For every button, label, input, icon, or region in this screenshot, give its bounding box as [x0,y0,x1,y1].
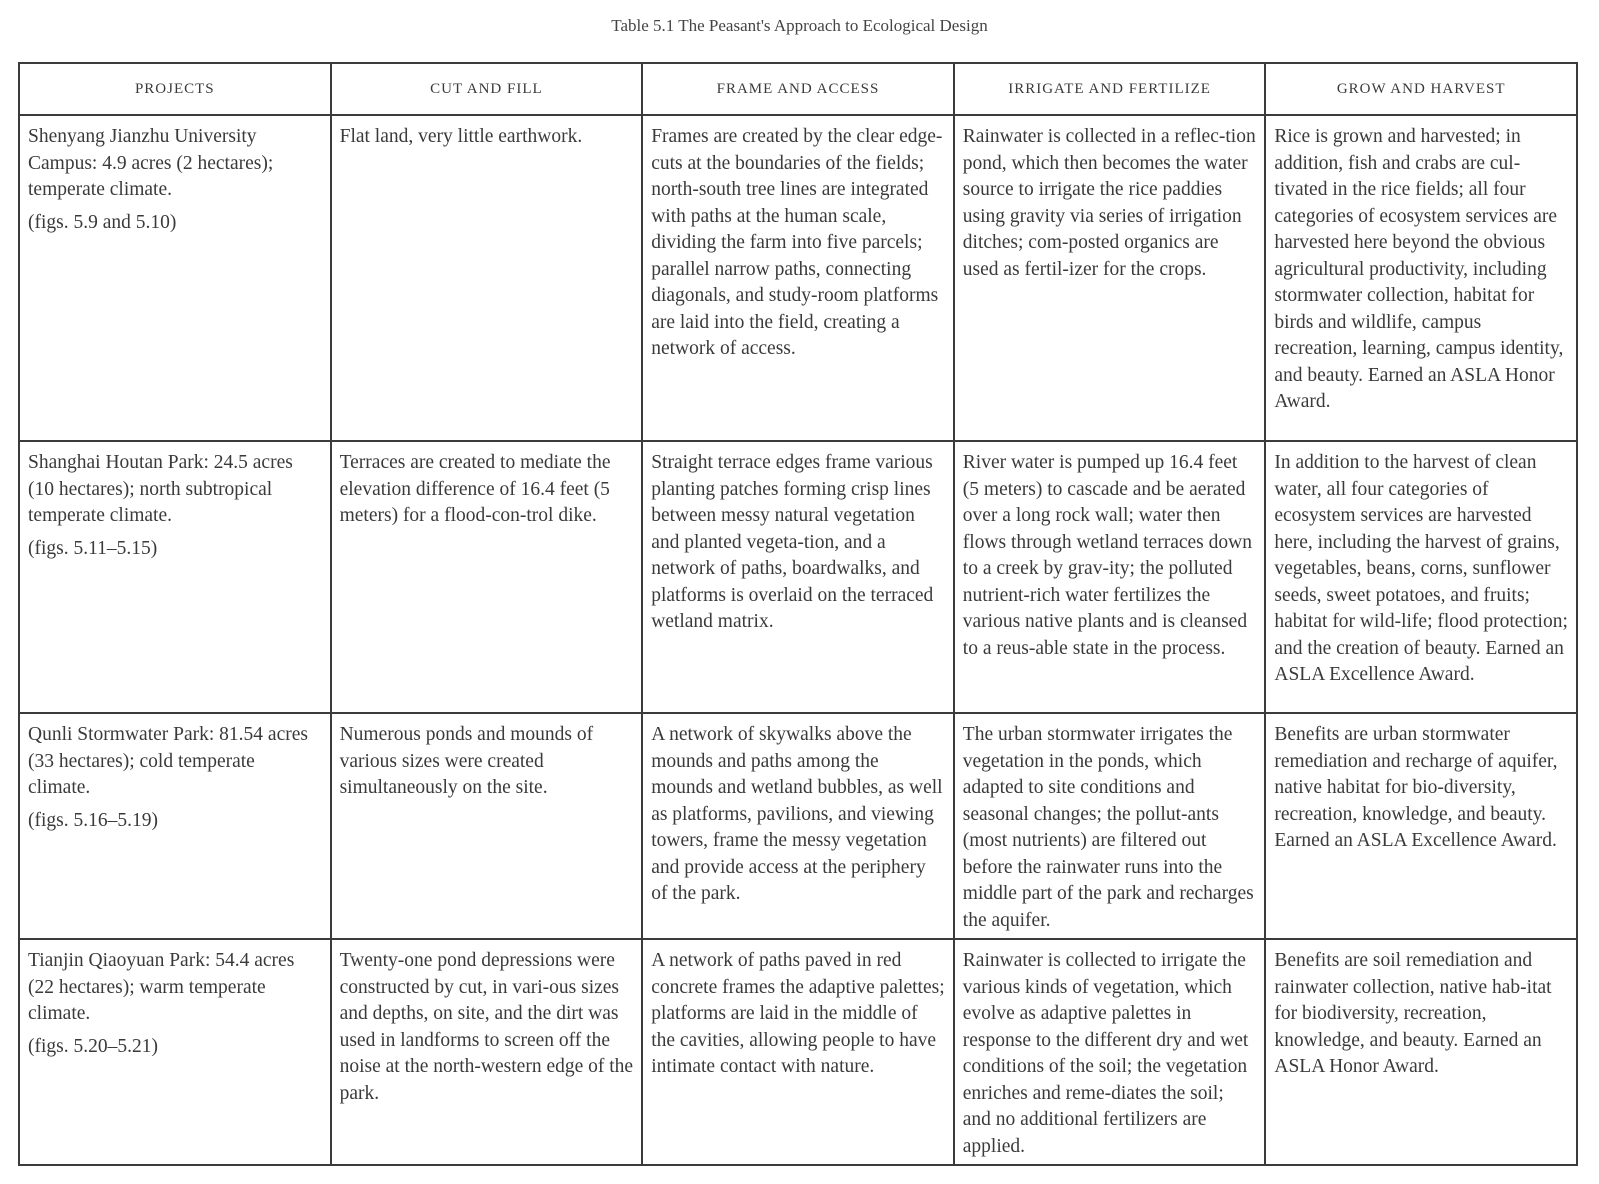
grow-harvest-cell: Benefits are urban stormwater remediation and recharge of aquifer, native habitat for bio-diversity, recreation, knowledge, and beauty. Earned an ASLA Excellence Award. [1265,713,1577,939]
header-cut-and-fill: CUT AND FILL [331,63,643,115]
irrigate-fertilize-cell: Rainwater is collected in a reflec-tion pond, which then becomes the water source to irrigate the rice paddies using gravity via series of irrigation ditches; com-posted organics are used as fertil-izer for the crops. [954,115,1266,441]
figure-reference: (figs. 5.16–5.19) [28,809,158,831]
table-row [19,939,1577,1165]
header-grow-and-harvest: GROW AND HARVEST [1265,63,1577,115]
table-row [19,441,1577,713]
grow-harvest-cell: Benefits are soil remediation and rainwater collection, native hab-itat for biodiversity, recreation, knowledge, and beauty. Earned an ASLA Honor Award. [1265,939,1577,1165]
project-description: Qunli Stormwater Park: 81.54 acres (33 hectares); cold temperate climate. [28,724,308,798]
cut-fill-cell: Numerous ponds and mounds of various sizes were created simultaneously on the site. [331,713,643,939]
header-projects: PROJECTS [19,63,331,115]
project-description: Shanghai Houtan Park: 24.5 acres (10 hectares); north subtropical temperate climate. [28,452,293,526]
frame-access-cell: A network of paths paved in red concrete frames the adaptive palettes; platforms are laid in the middle of the cavities, allowing people to have intimate contact with nature. [642,939,954,1165]
cut-fill-cell: Flat land, very little earthwork. [331,115,643,441]
cut-fill-cell: Terraces are created to mediate the elevation difference of 16.4 feet (5 meters) for a flood-con-trol dike. [331,441,643,713]
grow-harvest-cell: In addition to the harvest of clean water, all four categories of ecosystem services are harvested here, including the harvest of grains, vegetables, beans, corns, sunflower seeds, sweet potatoes, and fruits; habitat for wild-life; flood protection; and the creation of beauty. Earned an ASLA Excellence Award. [1265,441,1577,713]
grow-harvest-cell: Rice is grown and harvested; in addition, fish and crabs are cul-tivated in the rice fields; all four categories of ecosystem services are harvested here beyond the obvious agricultural productivity, including stormwater collection, habitat for birds and wildlife, campus recreation, learning, campus identity, and beauty. Earned an ASLA Honor Award. [1265,115,1577,441]
table-row [19,115,1577,441]
table-caption: Table 5.1 The Peasant's Approach to Ecological Design [611,16,988,35]
irrigate-fertilize-cell: The urban stormwater irrigates the vegetation in the ponds, which adapted to site conditions and seasonal changes; the pollut-ants (most nutrients) are filtered out before the rainwater runs into the middle part of the park and recharges the aquifer. [954,713,1266,939]
project-description: Shenyang Jianzhu University Campus: 4.9 acres (2 hectares); temperate climate. [28,126,274,200]
project-cell [19,713,331,939]
irrigate-fertilize-cell: Rainwater is collected to irrigate the various kinds of vegetation, which evolve as adaptive palettes in response to the different dry and wet conditions of the soil; the vegetation enriches and reme-diates the soil; and no additional fertilizers are applied. [954,939,1266,1165]
header-irrigate-and-fertilize: IRRIGATE AND FERTILIZE [954,63,1266,115]
irrigate-fertilize-cell: River water is pumped up 16.4 feet (5 meters) to cascade and be aerated over a long rock wall; water then flows through wetland terraces down to a creek by grav-ity; the polluted nutrient-rich water fertilizes the various native plants and is cleansed to a reus-able state in the process. [954,441,1266,713]
frame-access-cell: Straight terrace edges frame various planting patches forming crisp lines between messy natural vegetation and planted vegeta-tion, and a network of paths, boardwalks, and platforms is overlaid on the terraced wetland matrix. [642,441,954,713]
cut-fill-cell: Twenty-one pond depressions were constructed by cut, in vari-ous sizes and depths, on site, and the dirt was used in landforms to screen off the noise at the north-western edge of the park. [331,939,643,1165]
frame-access-cell: Frames are created by the clear edge-cuts at the boundaries of the fields; north-south tree lines are integrated with paths at the human scale, dividing the farm into five parcels; parallel narrow paths, connecting diagonals, and study-room platforms are laid into the field, creating a network of access. [642,115,954,441]
project-cell [19,441,331,713]
project-cell [19,115,331,441]
ecological-design-table [18,62,1578,1166]
project-description: Tianjin Qiaoyuan Park: 54.4 acres (22 hectares); warm temperate climate. [28,950,295,1024]
table-row [19,713,1577,939]
project-cell [19,939,331,1165]
header-frame-and-access: FRAME AND ACCESS [642,63,954,115]
frame-access-cell: A network of skywalks above the mounds and paths among the mounds and wetland bubbles, as well as platforms, pavilions, and viewing towers, frame the messy vegetation and provide access at the periphery of the park. [642,713,954,939]
figure-reference: (figs. 5.9 and 5.10) [28,211,177,233]
header-row [19,63,1577,115]
figure-reference: (figs. 5.20–5.21) [28,1035,158,1057]
figure-reference: (figs. 5.11–5.15) [28,537,158,559]
